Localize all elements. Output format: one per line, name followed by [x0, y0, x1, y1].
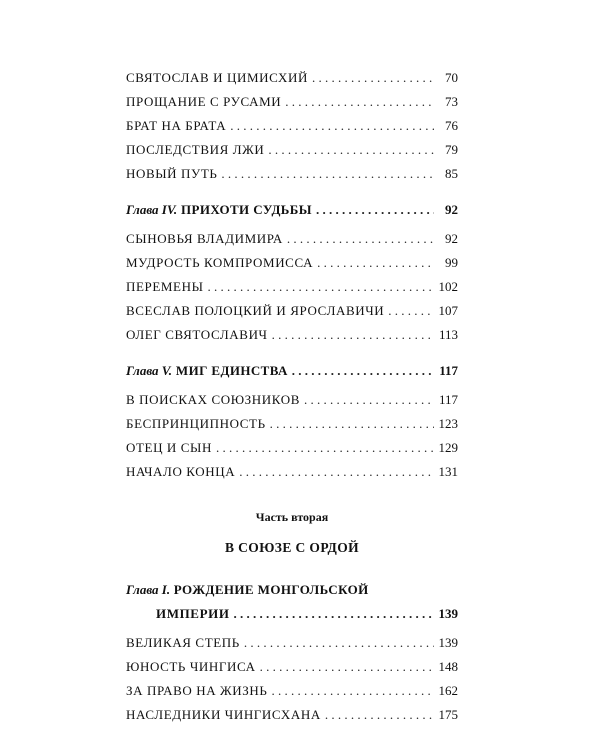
dot-leader	[316, 202, 434, 218]
toc-entry-title: НАЧАЛО КОНЦА	[126, 464, 236, 479]
dot-leader	[268, 142, 434, 158]
toc-entry[interactable]	[126, 223, 458, 247]
dot-leader	[208, 279, 434, 295]
toc-entry-page: 79	[445, 142, 458, 157]
toc-entry[interactable]	[126, 432, 458, 456]
chapter-title-line2	[126, 602, 458, 622]
chapter-label: Глава I.	[126, 582, 171, 597]
toc-entry[interactable]	[126, 62, 458, 86]
toc-entry[interactable]	[126, 627, 458, 651]
toc-entry[interactable]	[126, 699, 458, 723]
dot-leader	[285, 94, 434, 110]
dot-leader	[317, 255, 434, 271]
dot-leader	[260, 659, 434, 675]
toc-entry-title: МУДРОСТЬ КОМПРОМИССА	[126, 255, 314, 270]
toc-entry-page: 113	[438, 327, 458, 342]
dot-leader	[244, 635, 434, 651]
toc-entry-title: ПОСЛЕДСТВИЯ ЛЖИ	[126, 142, 265, 157]
toc-entry-title: ОЛЕГ СВЯТОСЛАВИЧ	[126, 327, 268, 342]
toc-entry[interactable]	[126, 408, 458, 432]
toc-chapter-1[interactable]	[126, 582, 458, 622]
dot-leader	[292, 363, 434, 379]
chapter-label: Глава V.	[126, 363, 173, 378]
toc-entry-page: 92	[445, 231, 458, 246]
chapter-page: 117	[439, 363, 458, 378]
dot-leader	[234, 606, 434, 622]
toc-entry-page: 148	[438, 659, 458, 674]
toc-entry[interactable]	[126, 271, 458, 295]
toc-entry-title: СВЯТОСЛАВ И ЦИМИСХИЙ	[126, 70, 309, 85]
toc-entry-title: БРАТ НА БРАТА	[126, 118, 227, 133]
toc-entry-title: СЫНОВЬЯ ВЛАДИМИРА	[126, 231, 283, 246]
toc-entry-title: ЗА ПРАВО НА ЖИЗНЬ	[126, 683, 268, 698]
dot-leader	[239, 464, 434, 480]
toc-entry-page: 99	[445, 255, 458, 270]
toc-entry-page: 76	[445, 118, 458, 133]
toc-entry-title: ПЕРЕМЕНЫ	[126, 279, 204, 294]
toc-entry-title: ЮНОСТЬ ЧИНГИСА	[126, 659, 256, 674]
toc-entry-page: 175	[438, 707, 458, 722]
toc-chapter-4[interactable]	[126, 194, 458, 218]
toc-entry-page: 131	[438, 464, 458, 479]
toc-entry[interactable]	[126, 319, 458, 343]
chapter-title: РОЖДЕНИЕ МОНГОЛЬСКОЙ	[173, 582, 369, 597]
toc-entry[interactable]	[126, 384, 458, 408]
dot-leader	[216, 440, 434, 456]
toc-entry-page: 139	[438, 635, 458, 650]
toc-entry-page: 73	[445, 94, 458, 109]
toc-entry[interactable]	[126, 158, 458, 182]
toc-entry-page: 123	[438, 416, 458, 431]
toc-entry-page: 117	[438, 392, 458, 407]
spacer	[126, 343, 458, 355]
chapter-page: 92	[445, 202, 458, 217]
toc-entry-title: ВСЕСЛАВ ПОЛОЦКИЙ И ЯРОСЛАВИЧИ	[126, 303, 385, 318]
toc-entry-title: НОВЫЙ ПУТЬ	[126, 166, 218, 181]
part-title: В СОЮЗЕ С ОРДОЙ	[224, 540, 360, 555]
toc-entry[interactable]	[126, 456, 458, 480]
dot-leader	[287, 231, 434, 247]
dot-leader	[270, 416, 434, 432]
chapter-title-cont: ИМПЕРИИ	[156, 606, 230, 621]
toc-entry[interactable]	[126, 134, 458, 158]
chapter-label: Глава IV.	[126, 202, 178, 217]
toc-entry-title: БЕСПРИНЦИПНОСТЬ	[126, 416, 266, 431]
toc-entry-page: 129	[438, 440, 458, 455]
dot-leader	[230, 118, 434, 134]
toc-chapter-5[interactable]	[126, 355, 458, 379]
toc-entry-page: 102	[438, 279, 458, 294]
toc-entry[interactable]	[126, 247, 458, 271]
table-of-contents	[126, 62, 458, 723]
chapter-title: МИГ ЕДИНСТВА	[175, 363, 288, 378]
dot-leader	[272, 327, 434, 343]
dot-leader	[221, 166, 434, 182]
chapter-title: ПРИХОТИ СУДЬБЫ	[180, 202, 312, 217]
toc-entry[interactable]	[126, 651, 458, 675]
chapter-page: 139	[438, 606, 458, 621]
toc-entry-title: В ПОИСКАХ СОЮЗНИКОВ	[126, 392, 300, 407]
toc-entry-title: ВЕЛИКАЯ СТЕПЬ	[126, 635, 240, 650]
toc-entry[interactable]	[126, 295, 458, 319]
dot-leader	[304, 392, 434, 408]
spacer	[126, 182, 458, 194]
toc-entry[interactable]	[126, 110, 458, 134]
dot-leader	[388, 303, 434, 319]
toc-entry-title: ПРОЩАНИЕ С РУСАМИ	[126, 94, 282, 109]
dot-leader	[271, 683, 434, 699]
toc-entry[interactable]	[126, 675, 458, 699]
toc-entry-title: НАСЛЕДНИКИ ЧИНГИСХАНА	[126, 707, 321, 722]
part-label: Часть вторая	[255, 510, 329, 524]
toc-entry[interactable]	[126, 86, 458, 110]
toc-entry-page: 85	[445, 166, 458, 181]
toc-entry-page: 107	[438, 303, 458, 318]
toc-entry-page: 70	[445, 70, 458, 85]
toc-entry-title: ОТЕЦ И СЫН	[126, 440, 212, 455]
dot-leader	[325, 707, 434, 723]
toc-entry-page: 162	[438, 683, 458, 698]
chapter-title-line1	[126, 582, 458, 602]
dot-leader	[312, 70, 434, 86]
